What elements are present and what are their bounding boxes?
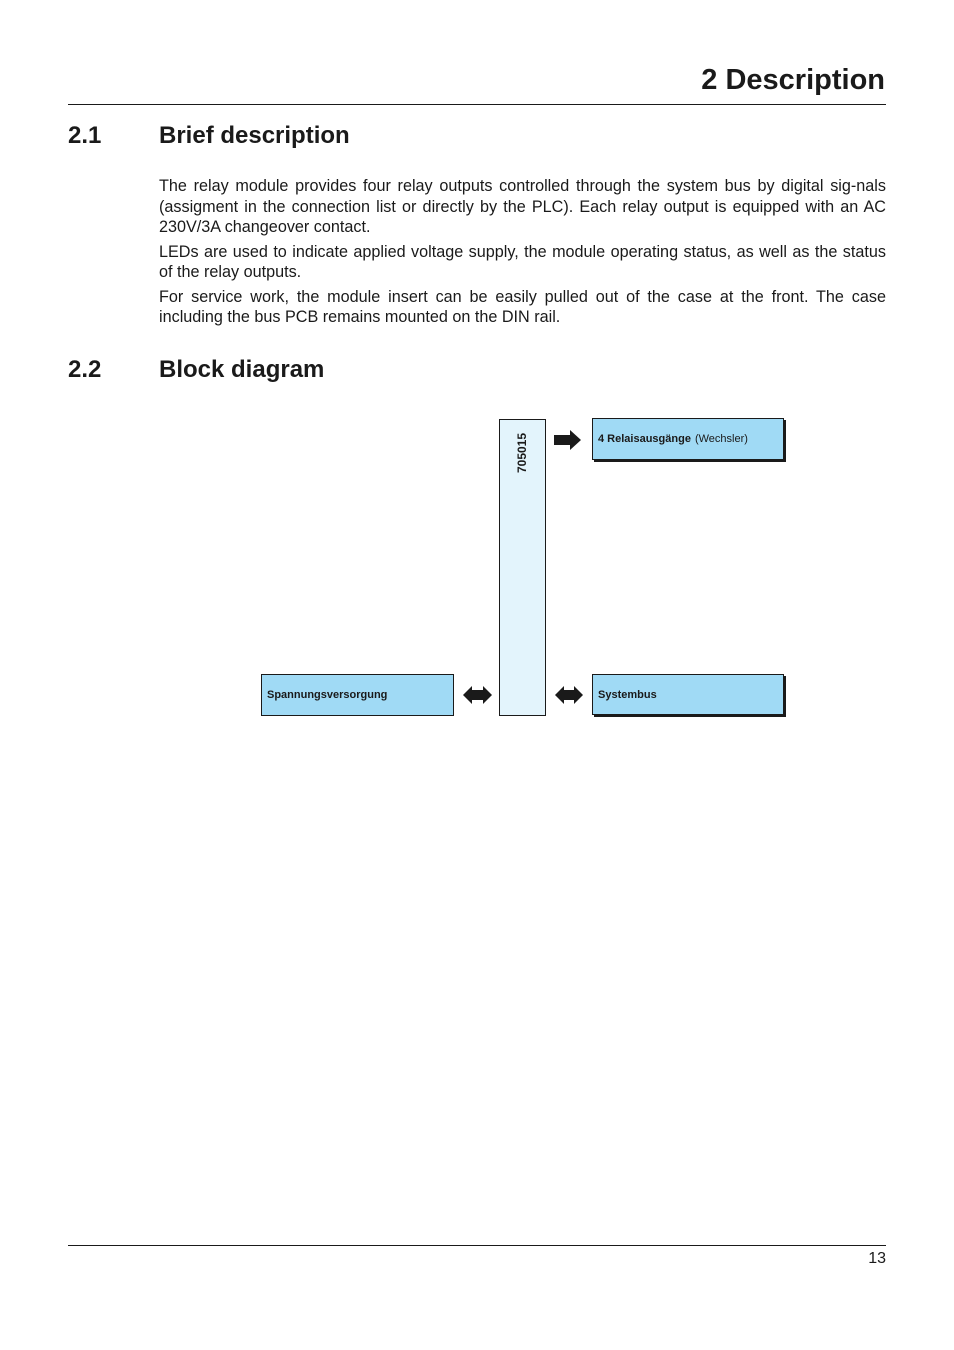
section-title: Block diagram xyxy=(159,356,325,383)
relay-outputs-label: 4 Relaisausgänge xyxy=(598,433,691,445)
arrow-right-icon xyxy=(554,430,581,450)
section-body xyxy=(159,176,886,331)
chapter-title: 2 Description xyxy=(701,64,885,96)
paragraph: LEDs are used to indicate applied voltage supply, the module operating status, as well as the status of the relay outputs. xyxy=(159,242,886,282)
section-number: 2.1 xyxy=(68,122,102,149)
section-number: 2.2 xyxy=(68,356,102,383)
paragraph: For service work, the module insert can be easily pulled out of the case at the front. The case including the bus PCB remains mounted on the DIN rail. xyxy=(159,287,886,327)
paragraph: The relay module provides four relay outputs controlled through the system bus by digital sig-nals (assigment in the connection list or directly by the PLC). Each relay output is equipped with an AC 230V/3A changeover contact. xyxy=(159,177,886,237)
power-supply-label: Spannungsversorgung xyxy=(267,689,388,701)
module-label: 705015 xyxy=(515,432,529,474)
relay-outputs-type: (Wechsler) xyxy=(694,433,748,445)
page-number: 13 xyxy=(868,1250,886,1267)
power-supply-box xyxy=(261,674,454,716)
double-arrow-icon xyxy=(555,686,583,704)
relay-outputs-box xyxy=(592,418,784,460)
section-title: Brief description xyxy=(159,122,350,149)
system-bus-box xyxy=(592,674,784,715)
footer-rule xyxy=(68,1245,886,1246)
header-rule xyxy=(68,104,886,105)
double-arrow-icon xyxy=(463,686,492,704)
system-bus-label: Systembus xyxy=(598,688,657,701)
